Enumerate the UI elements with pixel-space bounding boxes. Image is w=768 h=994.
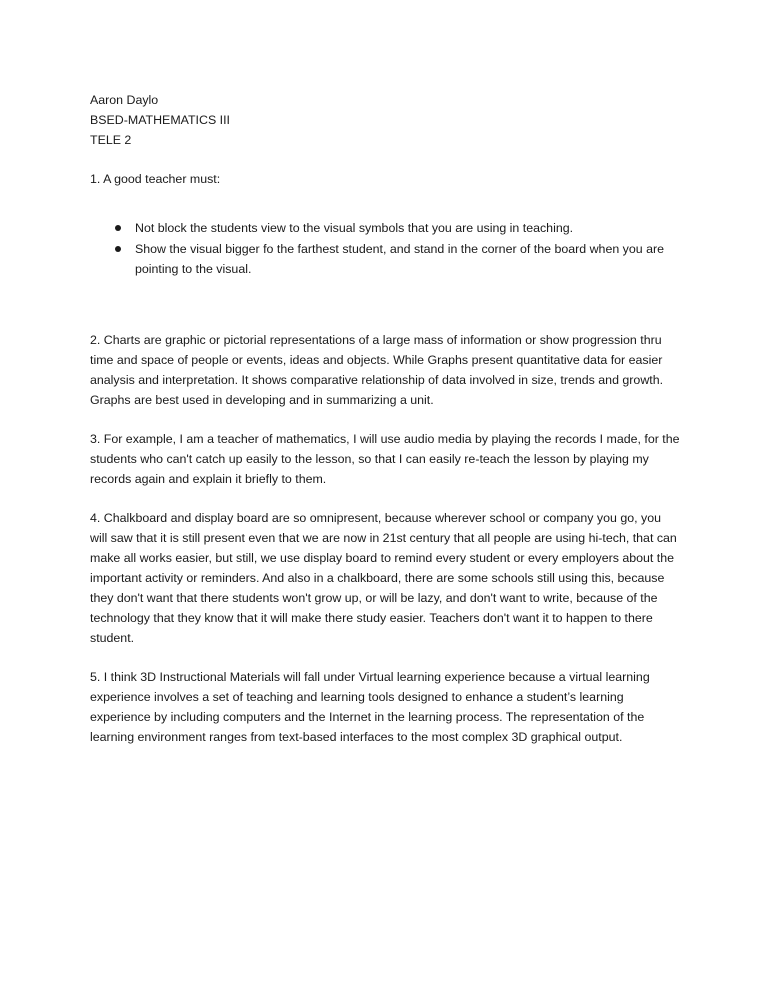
question-1-bullet-list	[90, 218, 680, 279]
question-1-intro: 1. A good teacher must:	[90, 172, 221, 186]
answer-4-paragraph: 4. Chalkboard and display board are so omnipresent, because wherever school or company you go, you will saw that it is still present even that we are now in 21st century that all people are using hi-tech, that can make all works easier, but still, we use display board to remind every student or every employers about the important activity or reminders. And also in a chalkboard, there are some schools still using this, because they don't want that there students won't grow up, or will be lazy, and don't want to write, because of the technology that they know that it will make there study easier. Teachers don't want it to happen to there student.	[90, 511, 677, 645]
bullet-icon	[115, 225, 121, 231]
author-name: Aaron Daylo	[90, 93, 159, 107]
answer-5-paragraph: 5. I think 3D Instructional Materials will fall under Virtual learning experience because a virtual learning experience involves a set of teaching and learning tools designed to enhance a student’s learning experience by including computers and the Internet in the learning process. The representation of the learning environment ranges from text-based interfaces to the most complex 3D graphical output.	[90, 670, 650, 744]
subject-code: TELE 2	[90, 133, 132, 147]
list-item-text: Not block the students view to the visual symbols that you are using in teaching.	[135, 221, 574, 235]
answer-3-paragraph: 3. For example, I am a teacher of mathematics, I will use audio media by playing the records I made, for the students who can't catch up easily to the lesson, so that I can easily re-teach the lesson by playing my records again and explain it briefly to them.	[90, 432, 680, 486]
list-item	[90, 218, 680, 238]
document-body	[90, 90, 680, 747]
course-name: BSED-MATHEMATICS III	[90, 113, 230, 127]
answer-2-paragraph: 2. Charts are graphic or pictorial representations of a large mass of information or show progression thru time and space of people or events, ideas and objects. While Graphs present quantitative data for easier analysis and interpretation. It shows comparative relationship of data involved in size, trends and growth. Graphs are best used in developing and in summarizing a unit.	[90, 333, 664, 407]
list-item-text: Show the visual bigger fo the farthest student, and stand in the corner of the board when you are pointing to the visual.	[135, 242, 665, 276]
bullet-icon	[115, 246, 121, 252]
list-item	[90, 239, 680, 279]
